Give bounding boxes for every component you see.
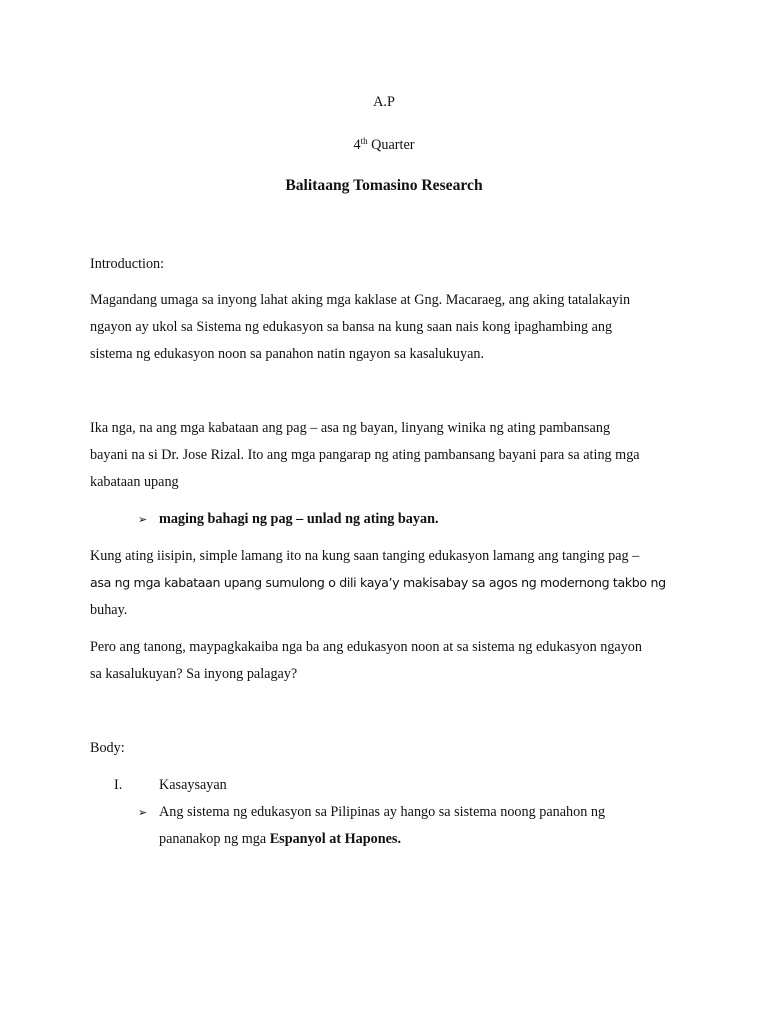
body-label: Body: bbox=[90, 740, 125, 756]
quarter-number: 4 bbox=[353, 137, 361, 153]
introduction-label: Introduction: bbox=[90, 256, 165, 272]
body-bullet-line-2 bbox=[159, 831, 401, 848]
intro-paragraph-4-line-1: Pero ang tanong, maypagkakaiba nga ba ang edukasyon noon at sa sistema ng edukasyon ngayon bbox=[90, 639, 642, 655]
intro-paragraph-4-line-2: sa kasalukuyan? Sa inyong palagay? bbox=[90, 666, 298, 682]
intro-paragraph-1-line-1: Magandang umaga sa inyong lahat aking mga kaklase at Gng. Macaraeg, ang aking tatalakayin bbox=[90, 292, 631, 308]
list-item-title: Kasaysayan bbox=[159, 777, 227, 793]
intro-paragraph-3-line-2: asa ng mga kabataan upang sumulong o dili kaya’y makisabay sa agos ng modernong takbo ng bbox=[90, 575, 666, 590]
intro-paragraph-1-line-3: sistema ng edukasyon noon sa panahon natin ngayon sa kasalukuyan. bbox=[90, 346, 485, 362]
body-bullet-line-2-plain: pananakop ng mga bbox=[159, 831, 270, 847]
intro-paragraph-1-line-2: ngayon ay ukol sa Sistema ng edukasyon sa bansa na kung saan nais kong ipaghambing ang bbox=[90, 319, 613, 335]
quarter-word: Quarter bbox=[367, 137, 415, 153]
quarter-suffix: th bbox=[360, 136, 368, 146]
subject-heading: A.P bbox=[373, 94, 395, 110]
arrow-bullet-icon: ➢ bbox=[138, 513, 148, 526]
intro-paragraph-2-line-1: Ika nga, na ang mga kabataan ang pag – asa ng bayan, linyang winika ng ating pambansang bbox=[90, 420, 611, 436]
intro-paragraph-2-line-3: kabataan upang bbox=[90, 474, 179, 490]
arrow-bullet-icon: ➢ bbox=[138, 806, 148, 819]
body-bullet-line-1: Ang sistema ng edukasyon sa Pilipinas ay hango sa sistema noong panahon ng bbox=[159, 804, 606, 820]
document-title: Balitaang Tomasino Research bbox=[285, 177, 483, 194]
quarter-heading bbox=[0, 136, 768, 154]
intro-paragraph-2-line-2: bayani na si Dr. Jose Rizal. Ito ang mga pangarap ng ating pambansang bayani para sa ating mga bbox=[90, 447, 640, 463]
body-bullet-line-2-bold: Espanyol at Hapones. bbox=[269, 831, 401, 847]
intro-paragraph-3-line-1: Kung ating iisipin, simple lamang ito na kung saan tanging edukasyon lamang ang tanging pag – bbox=[90, 548, 640, 564]
intro-bullet-text: maging bahagi ng pag – unlad ng ating bayan. bbox=[159, 511, 439, 527]
intro-paragraph-3-line-3: buhay. bbox=[90, 602, 128, 618]
list-item-numeral: I. bbox=[114, 777, 123, 793]
